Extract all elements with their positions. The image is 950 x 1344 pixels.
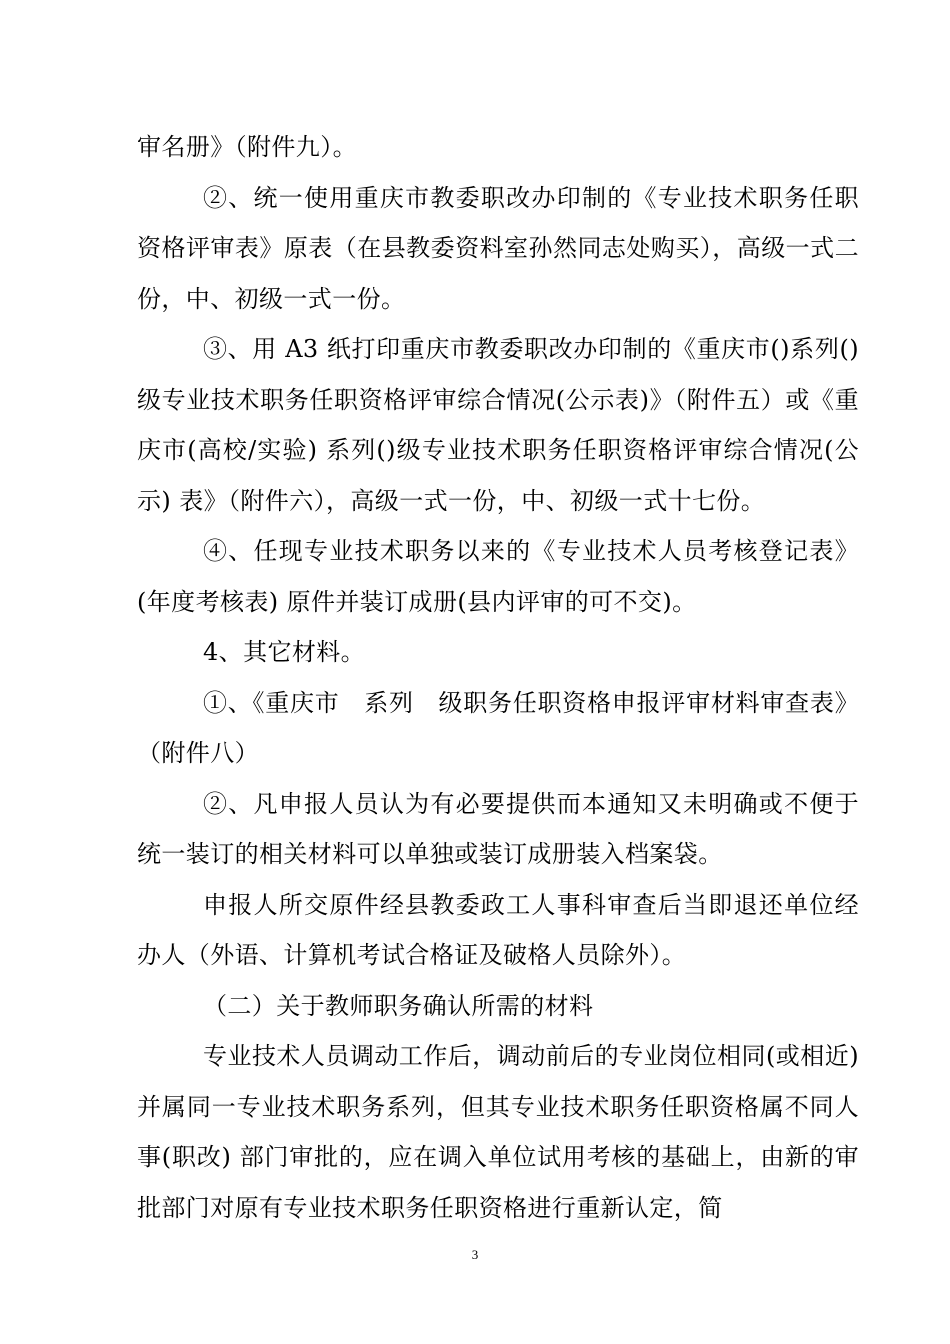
paragraph-8: 申报人所交原件经县教委政工人事科审查后当即退还单位经办人（外语、计算机考试合格证及破格人员除外）。 bbox=[137, 890, 859, 969]
document-body bbox=[137, 122, 859, 1233]
paragraph-4: ④、任现专业技术职务以来的《专业技术人员考核登记表》(年度考核表) 原件并装订成册(县内评审的可不交)。 bbox=[137, 537, 859, 616]
paragraph-5: 4、其它材料。 bbox=[203, 638, 366, 666]
paragraph-2: ②、统一使用重庆市教委职改办印制的《专业技术职务任职资格评审表》原表（在县教委资料室孙然同志处购买），高级一式二份，中、初级一式一份。 bbox=[137, 183, 859, 313]
paragraph-10: 专业技术人员调动工作后，调动前后的专业岗位相同(或相近) 并属同一专业技术职务系列，但其专业技术职务任职资格属不同人事(职改) 部门审批的，应在调入单位试用考核的基础上，由新的审批部门对原有专业技术职务任职资格进行重新认定，简 bbox=[137, 1042, 859, 1222]
paragraph-3: ③、用 A3 纸打印重庆市教委职改办印制的《重庆市()系列()级专业技术职务任职资格评审综合情况(公示表)》（附件五）或《重庆市(高校/实验) 系列()级专业技术职务任职资格评审综合情况(公示) 表》（附件六），高级一式一份，中、初级一式十七份。 bbox=[137, 335, 859, 515]
paragraph-1: 审名册》（附件九）。 bbox=[137, 133, 357, 161]
page-number: 3 bbox=[471, 1247, 479, 1262]
section-heading: （二）关于教师职务确认所需的材料 bbox=[203, 991, 594, 1020]
paragraph-6: ①、《重庆市 系列 级职务任职资格申报评审材料审查表》（附件八） bbox=[137, 688, 859, 767]
paragraph-7: ②、凡申报人员认为有必要提供而本通知又未明确或不便于统一装订的相关材料可以单独或装订成册装入档案袋。 bbox=[137, 789, 859, 868]
